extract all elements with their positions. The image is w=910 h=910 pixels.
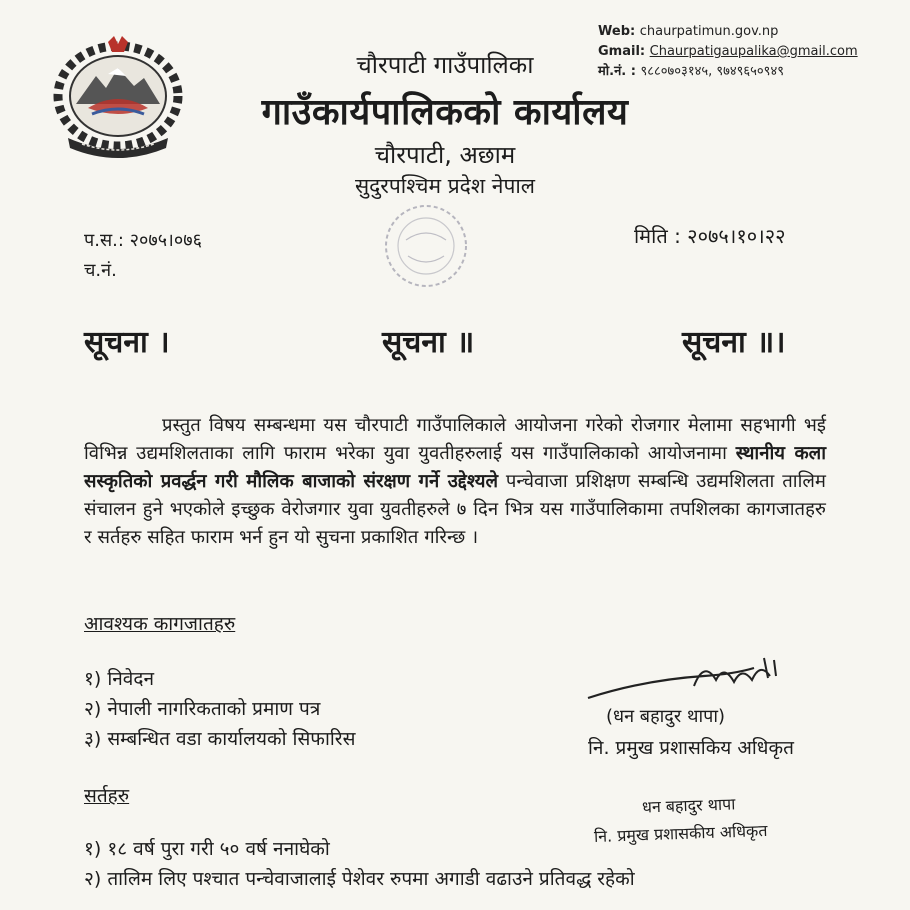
municipality-name: चौरपाटी गाउँपालिका <box>356 51 534 79</box>
list-item: १) १८ वर्ष पुरा गरी ५० वर्ष ननाघेको <box>84 838 330 860</box>
office-title: गाउँकार्यपालिकको कार्यालय <box>261 92 629 133</box>
handwritten-signature <box>584 650 784 706</box>
dispatch-number: च.नं. <box>84 260 117 281</box>
web-line <box>598 22 858 42</box>
list-item: ३) सम्बन्धित वडा कार्यालयको सिफारिस <box>84 728 356 750</box>
stamp-name: धन बहादुर थापा <box>641 794 736 817</box>
web-label: Web: <box>598 24 636 39</box>
body-text-bold: स्थानीय कला सस्कृतिको प्रवर्द्धन गरी मौलिक बाजाको संरक्षण गर्ने उद्देश्यले <box>84 443 827 492</box>
signatory-title: नि. प्रमुख प्रशासकिय अधिकृत <box>588 737 794 759</box>
office-location: चौरपाटी, अछाम <box>374 141 516 169</box>
phone-number: ९८८०७०३१४५, ९७४९६५०९४९ <box>640 64 784 79</box>
list-item: २) नेपाली नागरिकताको प्रमाण पत्र <box>84 698 321 720</box>
email-link[interactable]: Chaurpatigaupalika@gmail.com <box>649 44 858 59</box>
issue-date: मिति : २०७५।१०।२२ <box>634 224 786 248</box>
notice-heading-2: सूचना ॥ <box>382 325 475 360</box>
list-item: २) तालिम लिए पश्चात पन्चेवाजालाई पेशेवर रुपमा अगाडी वढाउने प्रतिवद्ध रहेको <box>84 868 635 890</box>
conditions-heading: सर्तहरु <box>84 785 130 807</box>
web-link[interactable]: chaurpatimun.gov.np <box>639 24 779 39</box>
contact-block <box>598 22 858 82</box>
email-label: Gmail: <box>598 44 646 59</box>
office-stamp <box>376 196 476 296</box>
stamp-title: नि. प्रमुख प्रशासकीय अधिकृत <box>593 820 768 847</box>
email-line <box>598 42 858 62</box>
body-text-1: प्रस्तुत विषय सम्बन्धमा यस चौरपाटी गाउँपालिकाले आयोजना गरेको रोजगार मेलामा सहभागी भई विभिन्न उद्यमशिलताका लागि फाराम भरेका युवा युवतीहरुलाई यस गाउँपालिकाको आयोजनामा <box>84 415 826 464</box>
signatory-name: (धन बहादुर थापा) <box>606 706 726 727</box>
notice-body <box>84 412 826 552</box>
reference-block <box>84 226 202 286</box>
phone-label: मो.नं. : <box>598 64 636 79</box>
phone-line <box>598 62 858 82</box>
documents-heading: आवश्यक कागजातहरु <box>84 613 236 635</box>
letter-number: प.स.: २०७५।०७६ <box>84 230 202 251</box>
notice-heading-3: सूचना ॥। <box>682 325 786 360</box>
list-item: १) निवेदन <box>84 668 154 690</box>
documents-list <box>84 664 355 754</box>
conditions-list <box>84 834 635 894</box>
notice-heading-1: सूचना । <box>84 325 170 360</box>
province-name: सुदुरपश्चिम प्रदेश नेपाल <box>354 174 536 198</box>
body-text-2: पन्चेवाजा प्रशिक्षण सम्बन्धि उद्यमशिलता तालिम संचालन हुने भएकोले इच्छुक वेरोजगार युवा युवतीहरुले ७ दिन भित्र यस गाउँपालिकामा तपशिलका कागजातहरु र सर्तहरु सहित फाराम भर्न हुन यो सुचना प्रकाशित गरिन्छ । <box>84 471 826 548</box>
